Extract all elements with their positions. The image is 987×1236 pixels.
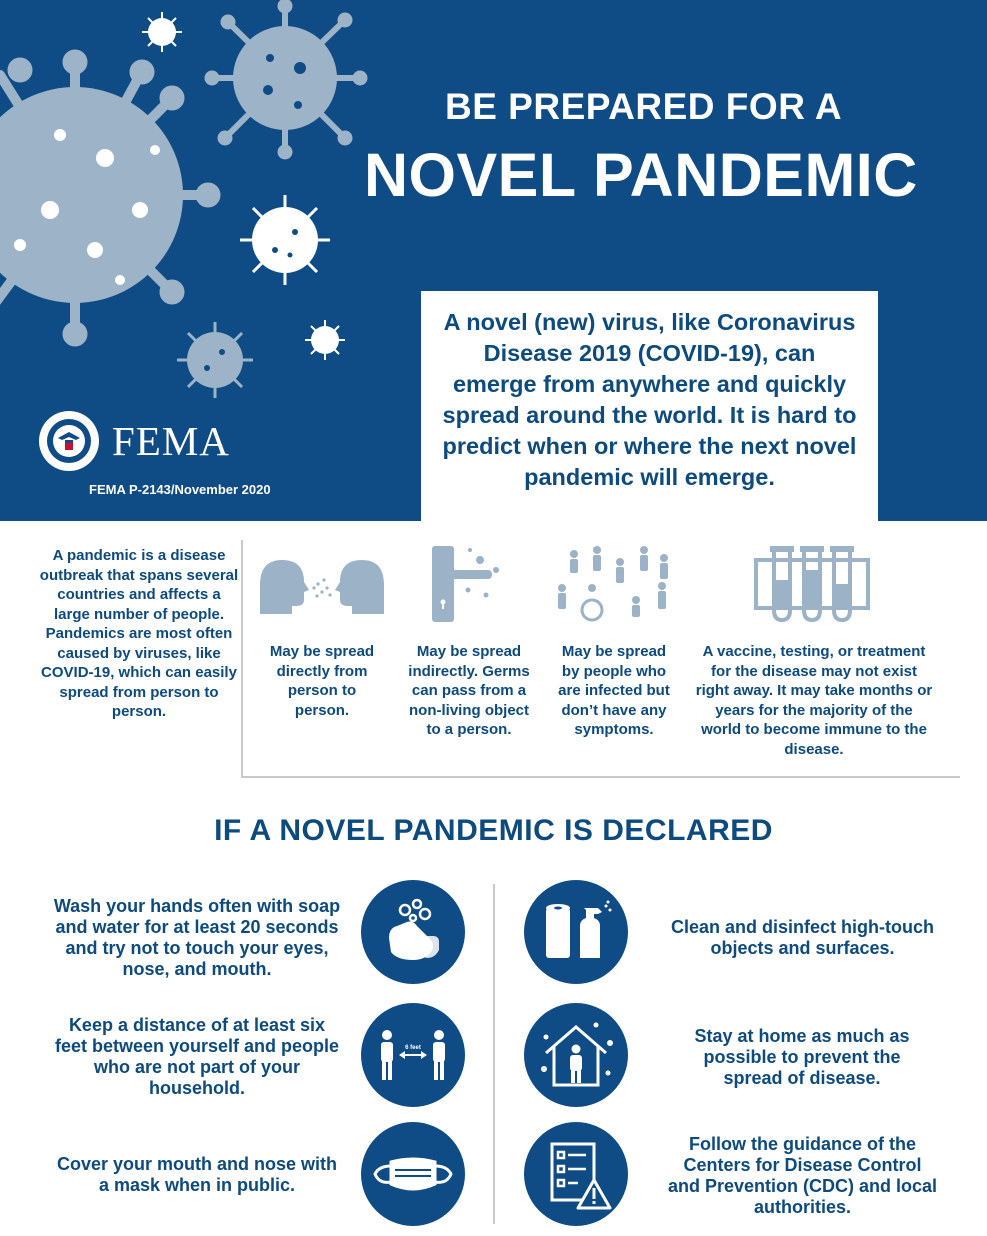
face-mask-icon xyxy=(361,1122,465,1226)
fact-text: May be spread indirectly. Germs can pass from a non-living object to a person. xyxy=(408,643,530,738)
dhs-seal-icon xyxy=(38,410,100,472)
test-tubes-icon xyxy=(694,540,934,630)
divider-center xyxy=(493,884,495,1224)
virus-top-icon xyxy=(205,0,367,159)
circle-face-mask xyxy=(361,1122,465,1226)
action-mask: Cover your mouth and nose with a mask when in public. xyxy=(56,1154,338,1195)
circle-social-distance xyxy=(361,1003,465,1107)
divider-vertical xyxy=(241,540,243,776)
fact-text: May be spread directly from person to person. xyxy=(269,643,375,719)
virus-tiny-icon xyxy=(305,320,345,360)
fema-wordmark: FEMA xyxy=(112,418,230,464)
circle-guidance xyxy=(524,1122,628,1226)
person-to-person-icon xyxy=(252,540,392,630)
pandemic-facts xyxy=(0,540,987,780)
section-title: IF A NOVEL PANDEMIC IS DECLARED xyxy=(214,814,773,847)
hand-washing-icon xyxy=(361,880,465,984)
people-group-icon xyxy=(552,540,676,630)
action-distance: Keep a distance of at least six feet between yourself and people who are not part of your household. xyxy=(54,1015,340,1098)
intro-text: A novel (new) virus, like Coronavirus Disease 2019 (COVID-19), can emerge from anywhere and quickly spread around the world. It is hard to predict when or where the next novel pandemic will emerge. xyxy=(442,309,857,490)
virus-large-icon xyxy=(0,50,220,346)
circle-stay-home xyxy=(524,1003,628,1107)
fact-text: May be spread by people who are infected but don’t have any symptoms. xyxy=(558,643,670,738)
fact-person-to-person xyxy=(252,540,392,719)
virus-small-icon xyxy=(142,12,182,52)
action-clean: Clean and disinfect high-touch objects and surfaces. xyxy=(670,917,934,958)
intro-box xyxy=(421,291,878,531)
stay-home-icon xyxy=(524,1003,628,1107)
fact-asymptomatic xyxy=(552,540,676,738)
virus-white-icon xyxy=(240,195,330,285)
circle-hand-washing xyxy=(361,880,465,984)
divider-horizontal xyxy=(241,776,960,778)
action-wash-hands: Wash your hands often with soap and water for at least 20 seconds and try not to touch your eyes, nose, and mouth. xyxy=(53,896,341,979)
fema-logo xyxy=(38,410,230,472)
circle-cleaning xyxy=(524,880,628,984)
action-stay-home: Stay at home as much as possible to prevent the spread of disease. xyxy=(694,1026,910,1088)
checklist-warning-icon xyxy=(524,1122,628,1226)
distance-label: 6 feet xyxy=(405,1045,421,1051)
social-distance-icon xyxy=(361,1003,465,1107)
action-guidance: Follow the guidance of the Centers for Disease Control and Prevention (CDC) and local authorities. xyxy=(667,1134,938,1217)
title-line-2: NOVEL PANDEMIC xyxy=(364,141,918,209)
fact-indirect xyxy=(398,540,540,738)
title-line-1: BE PREPARED FOR A xyxy=(445,86,843,127)
pandemic-definition: A pandemic is a disease outbreak that spans several countries and affects a large number of people. Pandemics are most often caused by viruses, like COVID-19, which can easily spread from person to person. xyxy=(39,547,239,720)
publication-id: FEMA P-2143/November 2020 xyxy=(89,482,271,497)
fact-vaccine xyxy=(694,540,934,758)
virus-bottom-icon xyxy=(177,322,253,398)
cleaning-supplies-icon xyxy=(524,880,628,984)
door-handle-germs-icon xyxy=(398,540,540,630)
fact-text: A vaccine, testing, or treatment for the disease may not exist right away. It may take months or years for the majority of the world to become immune to the disease. xyxy=(695,643,933,758)
